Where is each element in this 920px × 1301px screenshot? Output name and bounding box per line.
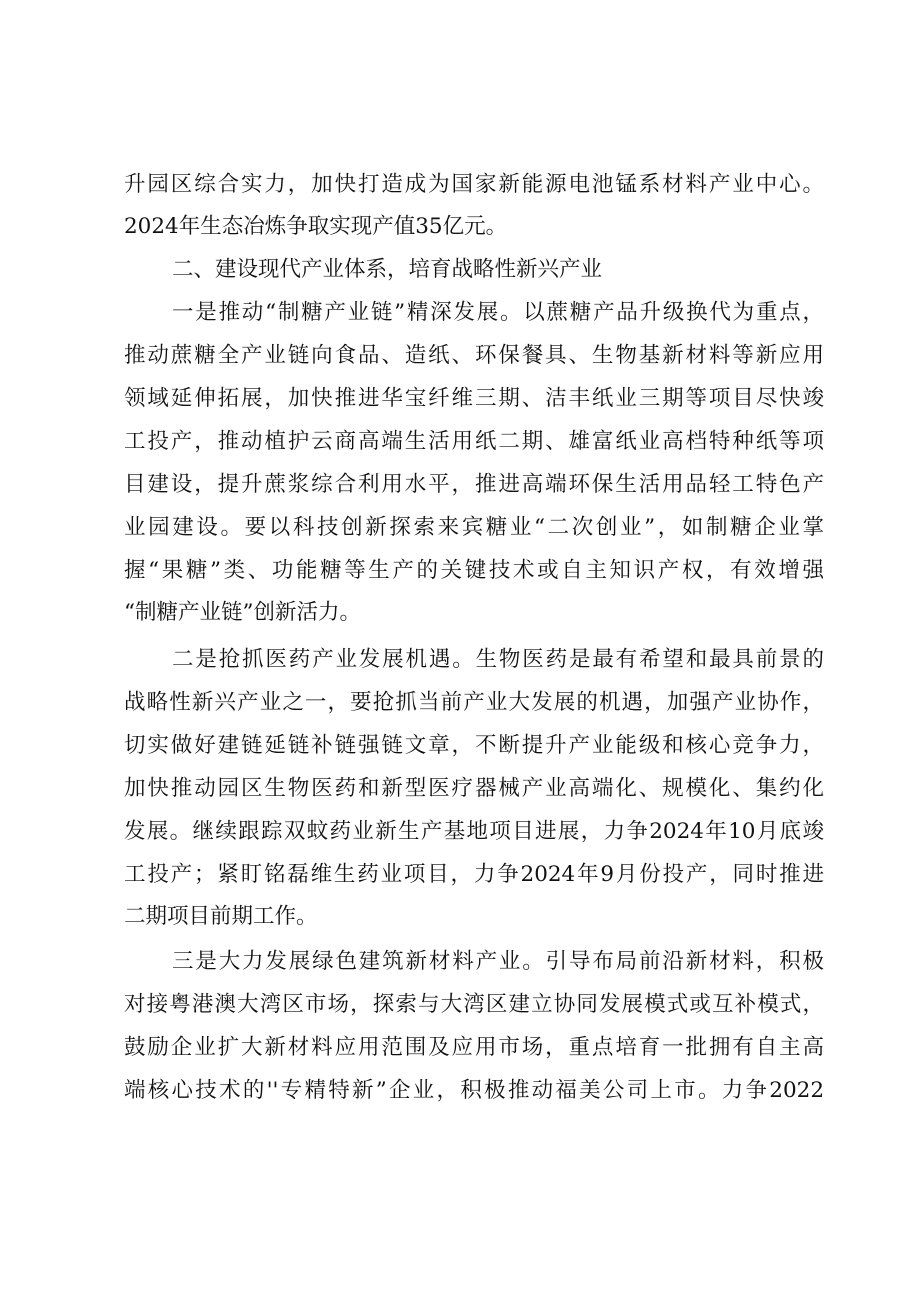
paragraph3-line-3: 鼓励企业扩大新材料应用范围及应用市场，重点培育一批拥有自主高	[124, 1035, 824, 1060]
paragraph2-line-3: 切实做好建链延链补链强链文章，不断提升产业能级和核心竞争力，	[124, 733, 824, 758]
paragraph2-line-7: 二期项目前期工作。	[124, 904, 318, 929]
paragraph1-line-8: “制糖产业链”创新活力。	[124, 600, 361, 625]
paragraph1-line-3: 领域延伸拓展，加快推进华宝纤维三期、洁丰纸业三期等项目尽快竣	[124, 386, 824, 411]
section-heading: 二、建设现代产业体系，培育战略性新兴产业	[172, 257, 603, 282]
paragraph2-line-6: 工投产；紧盯铭磊维生药业项目，力争2024年9月份投产，同时推进	[124, 862, 824, 887]
intro-line-1: 升园区综合实力，加快打造成为国家新能源电池锰系材料产业中心。	[124, 172, 824, 197]
paragraph3-line-1: 三是大力发展绿色建筑新材料产业。引导布局前沿新材料，积极	[172, 949, 824, 974]
paragraph2-line-5: 发展。继续跟踪双蚊药业新生产基地项目进展，力争2024年10月底竣	[124, 819, 824, 844]
intro-line-2: 2024年生态冶炼争取实现产值35亿元。	[124, 214, 508, 239]
paragraph1-line-4: 工投产，推动植护云商高端生活用纸二期、雄富纸业高档特种纸等项	[124, 429, 824, 454]
paragraph1-line-6: 业园建设。要以科技创新探索来宾糖业“二次创业”，如制糖企业掌	[124, 515, 824, 540]
paragraph1-line-2: 推动蔗糖全产业链向食品、造纸、环保餐具、生物基新材料等新应用	[124, 343, 824, 368]
paragraph3-line-2: 对接粤港澳大湾区市场，探索与大湾区建立协同发展模式或互补模式，	[124, 992, 824, 1017]
paragraph2-line-4: 加快推动园区生物医药和新型医疗器械产业高端化、规模化、集约化	[124, 776, 824, 801]
paragraph2-line-2: 战略性新兴产业之一，要抢抓当前产业大发展的机遇，加强产业协作，	[124, 690, 824, 715]
paragraph1-line-7: 握“果糖”类、功能糖等生产的关键技术或自主知识产权，有效增强	[124, 558, 824, 583]
paragraph1-line-1: 一是推动“制糖产业链”精深发展。以蔗糖产品升级换代为重点，	[172, 300, 824, 325]
paragraph3-line-4: 端核心技术的''专精特新”企业，积极推动福美公司上市。力争2022	[124, 1078, 824, 1103]
paragraph2-line-1: 二是抢抓医药产业发展机遇。生物医药是最有希望和最具前景的	[172, 647, 824, 672]
paragraph1-line-5: 目建设，提升蔗浆综合利用水平，推进高端环保生活用品轻工特色产	[124, 472, 824, 497]
